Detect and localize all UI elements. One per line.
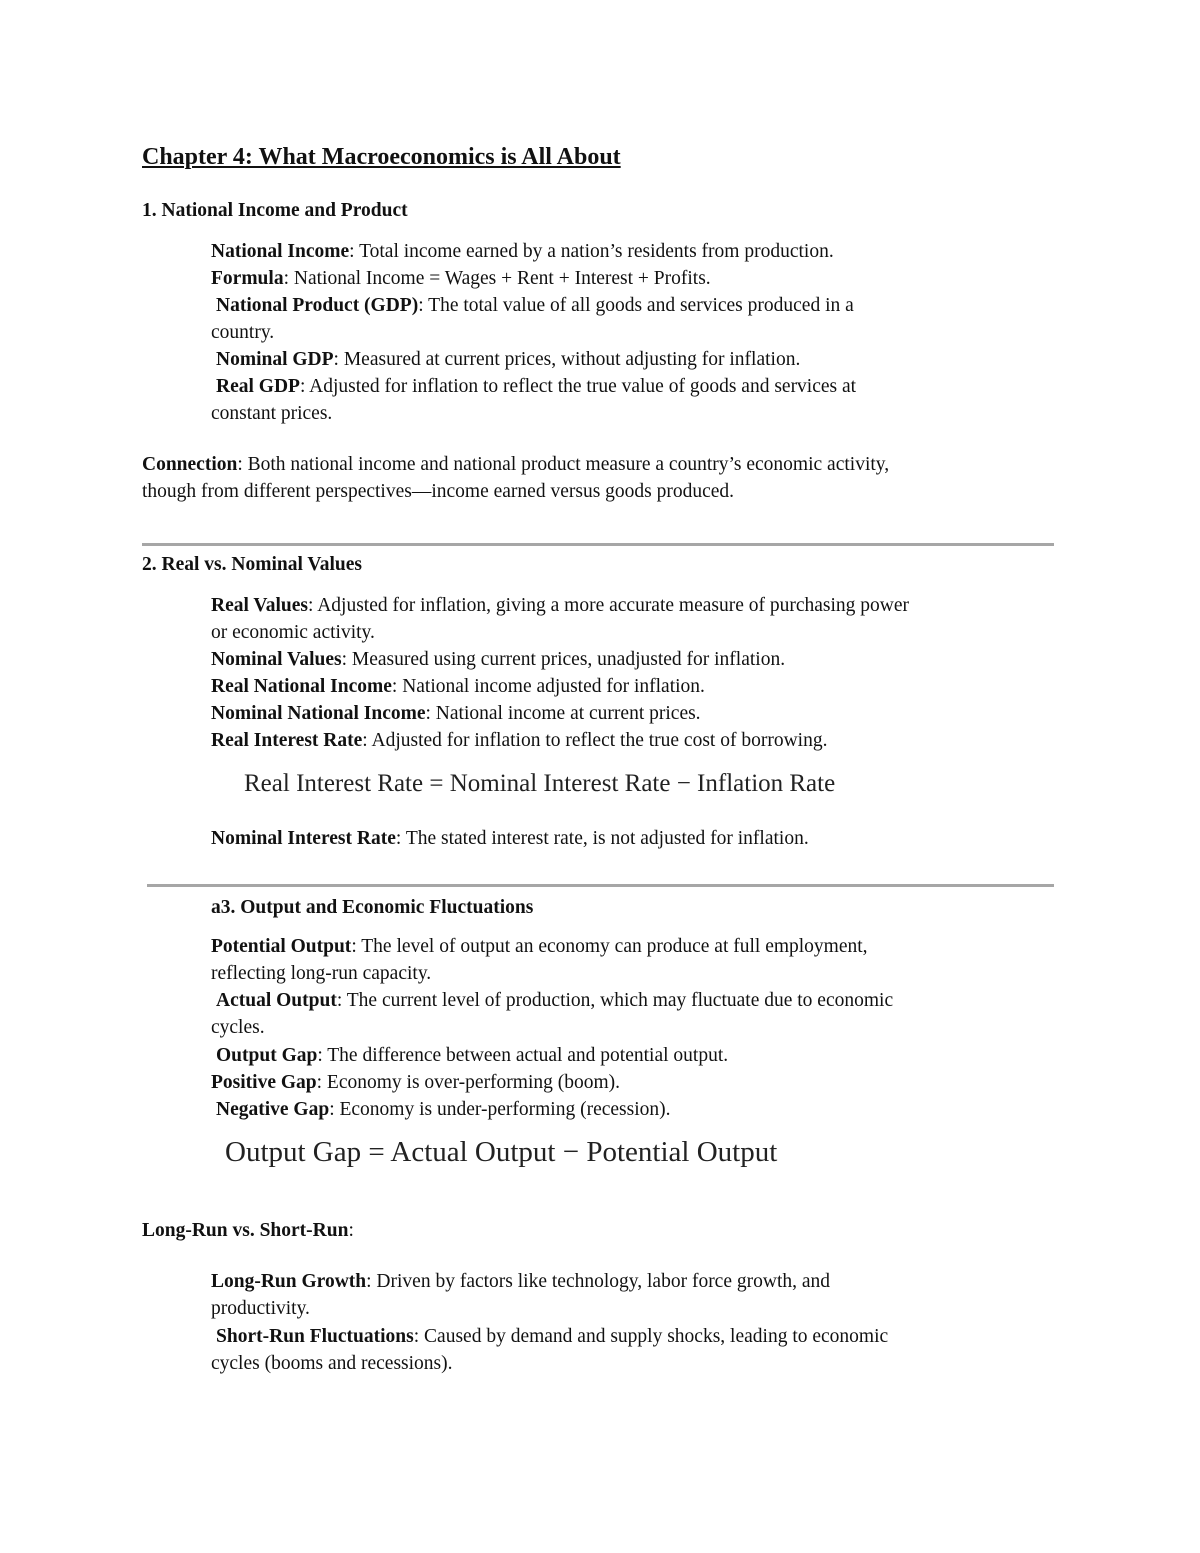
term-label: Long-Run vs. Short-Run <box>142 1220 349 1241</box>
definition-national-product-cont: country. <box>211 322 275 343</box>
term-text: : The stated interest rate, is not adjusted for inflation. <box>395 828 809 849</box>
term-text: : The current level of production, which may fluctuate due to economic <box>336 990 894 1011</box>
term-label: Real National Income <box>211 676 392 697</box>
term-label: Positive Gap <box>211 1072 317 1093</box>
definition-real-national-income <box>211 673 705 700</box>
definition-nominal-interest-rate <box>211 825 809 852</box>
term-label: Actual Output <box>216 990 337 1011</box>
definition-output-gap <box>216 1042 728 1069</box>
term-text: : The total value of all goods and services produced in a <box>418 295 854 316</box>
term-text: : Adjusted for inflation to reflect the true value of goods and services at <box>299 376 857 397</box>
definition-positive-gap <box>211 1069 620 1096</box>
term-text: : Driven by factors like technology, labor force growth, and <box>366 1271 831 1292</box>
term-label: Formula <box>211 268 284 289</box>
definition-nominal-gdp <box>216 346 800 373</box>
term-label: Potential Output <box>211 936 352 957</box>
definition-long-run-growth <box>211 1268 830 1295</box>
connection-paragraph <box>142 451 889 478</box>
term-label: Nominal Values <box>211 649 342 670</box>
definition-nominal-national-income <box>211 700 701 727</box>
definition-actual-output-cont: cycles. <box>211 1017 265 1038</box>
term-label: Real Interest Rate <box>211 730 363 751</box>
term-label: Short-Run Fluctuations <box>216 1326 414 1347</box>
section-divider <box>147 884 1054 887</box>
term-text: : The level of output an economy can produce at full employment, <box>351 936 868 957</box>
term-text: : Caused by demand and supply shocks, leading to economic <box>413 1326 889 1347</box>
term-text: : Adjusted for inflation, giving a more accurate measure of purchasing power <box>307 595 910 616</box>
section-2-heading: 2. Real vs. Nominal Values <box>142 554 362 575</box>
term-text: : Total income earned by a nation’s residents from production. <box>349 241 834 262</box>
definition-real-gdp-cont: constant prices. <box>211 403 333 424</box>
term-label: Connection <box>142 454 238 475</box>
definition-national-product <box>216 292 854 319</box>
term-text: : Measured using current prices, unadjusted for inflation. <box>341 649 786 670</box>
connection-paragraph-cont: though from different perspectives—income earned versus goods produced. <box>142 481 735 502</box>
term-label: National Product (GDP) <box>216 295 419 316</box>
term-label: Nominal Interest Rate <box>211 828 396 849</box>
term-text: : National Income = Wages + Rent + Interest + Profits. <box>283 268 711 289</box>
term-label: National Income <box>211 241 350 262</box>
term-label: Long-Run Growth <box>211 1271 367 1292</box>
definition-potential-output-cont: reflecting long-run capacity. <box>211 963 432 984</box>
term-label: Nominal GDP <box>216 349 334 370</box>
term-text: : <box>348 1220 354 1241</box>
definition-short-run-fluctuations-cont: cycles (booms and recessions). <box>211 1353 453 1374</box>
term-text: : Measured at current prices, without adjusting for inflation. <box>333 349 801 370</box>
section-3-heading: a3. Output and Economic Fluctuations <box>211 897 534 918</box>
section-divider <box>142 543 1054 546</box>
definition-nominal-values <box>211 646 785 673</box>
definition-real-values <box>211 592 909 619</box>
definition-national-income <box>211 238 834 265</box>
definition-real-values-cont: or economic activity. <box>211 622 375 643</box>
definition-long-run-growth-cont: productivity. <box>211 1298 310 1319</box>
section-1-heading: 1. National Income and Product <box>142 200 408 221</box>
term-label: Real Values <box>211 595 308 616</box>
section-4-heading <box>142 1217 354 1244</box>
definition-negative-gap <box>216 1096 671 1123</box>
page-title: Chapter 4: What Macroeconomics is All About <box>142 144 621 170</box>
definition-formula <box>211 265 711 292</box>
term-text: : Both national income and national product measure a country’s economic activity, <box>237 454 890 475</box>
term-text: : National income adjusted for inflation. <box>391 676 705 697</box>
term-text: : Economy is under-performing (recession). <box>329 1099 671 1120</box>
definition-actual-output <box>216 987 893 1014</box>
term-text: : The difference between actual and potential output. <box>317 1045 729 1066</box>
definition-short-run-fluctuations <box>216 1323 888 1350</box>
term-label: Real GDP <box>216 376 300 397</box>
term-label: Nominal National Income <box>211 703 426 724</box>
output-gap-formula: Output Gap = Actual Output − Potential Output <box>225 1136 778 1168</box>
definition-real-interest-rate <box>211 727 827 754</box>
term-text: : Economy is over-performing (boom). <box>316 1072 621 1093</box>
term-text: : National income at current prices. <box>425 703 701 724</box>
term-text: : Adjusted for inflation to reflect the true cost of borrowing. <box>362 730 828 751</box>
definition-potential-output <box>211 933 868 960</box>
definition-real-gdp <box>216 373 856 400</box>
real-interest-rate-formula: Real Interest Rate = Nominal Interest Rate − Inflation Rate <box>244 770 836 797</box>
term-label: Output Gap <box>216 1045 318 1066</box>
term-label: Negative Gap <box>216 1099 330 1120</box>
